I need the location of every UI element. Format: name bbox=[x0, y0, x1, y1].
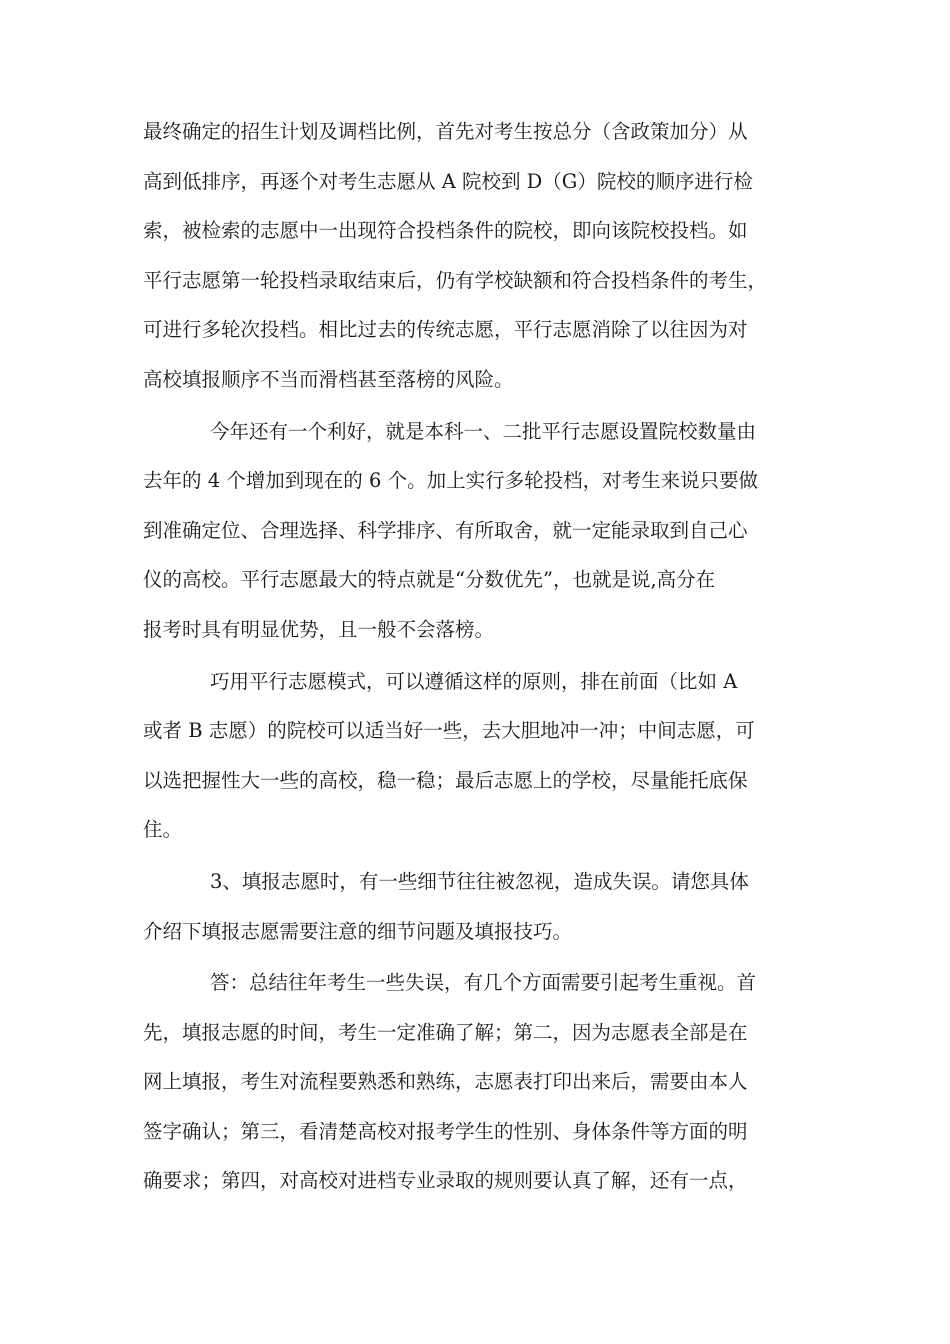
paragraph-4 bbox=[143, 862, 819, 961]
text-line: 今年还有一个利好，就是本科一、二批平行志愿设置院校数量由 bbox=[210, 419, 757, 443]
paragraph-2 bbox=[143, 412, 819, 660]
text-line: 可进行多轮次投档。相比过去的传统志愿，平行志愿消除了以往因为对 bbox=[143, 318, 748, 342]
text-line: 介绍下填报志愿需要注意的细节问题及填报技巧。 bbox=[143, 919, 573, 943]
text-line: 签字确认；第三，看清楚高校对报考学生的性别、身体条件等方面的明 bbox=[143, 1119, 748, 1143]
text-line: 平行志愿第一轮投档录取结束后，仍有学校缺额和符合投档条件的考生， bbox=[143, 268, 768, 292]
text-line: 仪的高校。平行志愿最大的特点就是“分数优先”，也就是说,高分在 bbox=[143, 568, 716, 592]
text-line: 网上填报，考生对流程要熟悉和熟练，志愿表打印出来后，需要由本人 bbox=[143, 1070, 748, 1094]
text-line: 报考时具有明显优势，且一般不会落榜。 bbox=[143, 617, 495, 641]
paragraph-5 bbox=[143, 963, 819, 1211]
text-line: 高校填报顺序不当而滑档甚至落榜的风险。 bbox=[143, 367, 514, 391]
text-line: 或者 B 志愿）的院校可以适当好一些，去大胆地冲一冲；中间志愿，可 bbox=[143, 719, 755, 743]
text-line: 先，填报志愿的时间，考生一定准确了解；第二，因为志愿表全部是在 bbox=[143, 1020, 748, 1044]
document-body bbox=[143, 112, 819, 1211]
text-line: 最终确定的招生计划及调档比例，首先对考生按总分（含政策加分）从 bbox=[143, 120, 748, 143]
text-line: 确要求；第四，对高校对进档专业录取的规则要认真了解，还有一点， bbox=[143, 1169, 748, 1193]
paragraph-1 bbox=[143, 112, 819, 410]
text-line: 巧用平行志愿模式，可以遵循这样的原则，排在前面（比如 A bbox=[210, 669, 738, 693]
text-line: 3、填报志愿时，有一些细节往往被忽视，造成失误。请您具体 bbox=[210, 869, 749, 893]
text-line: 到准确定位、合理选择、科学排序、有所取舍，就一定能录取到自己心 bbox=[143, 518, 748, 542]
text-line: 去年的 4 个增加到现在的 6 个。加上实行多轮投档，对考生来说只要做 bbox=[143, 469, 759, 493]
text-line: 住。 bbox=[143, 818, 183, 842]
paragraph-3 bbox=[143, 662, 819, 860]
text-line: 答：总结往年考生一些失误，有几个方面需要引起考生重视。首 bbox=[210, 971, 757, 995]
text-line: 索，被检索的志愿中一出现符合投档条件的院校，即向该院校投档。如 bbox=[143, 219, 748, 243]
text-line: 高到低排序，再逐个对考生志愿从 A 院校到 D（G）院校的顺序进行检 bbox=[143, 169, 753, 193]
text-line: 以选把握性大一些的高校，稳一稳；最后志愿上的学校，尽量能托底保 bbox=[143, 768, 748, 792]
